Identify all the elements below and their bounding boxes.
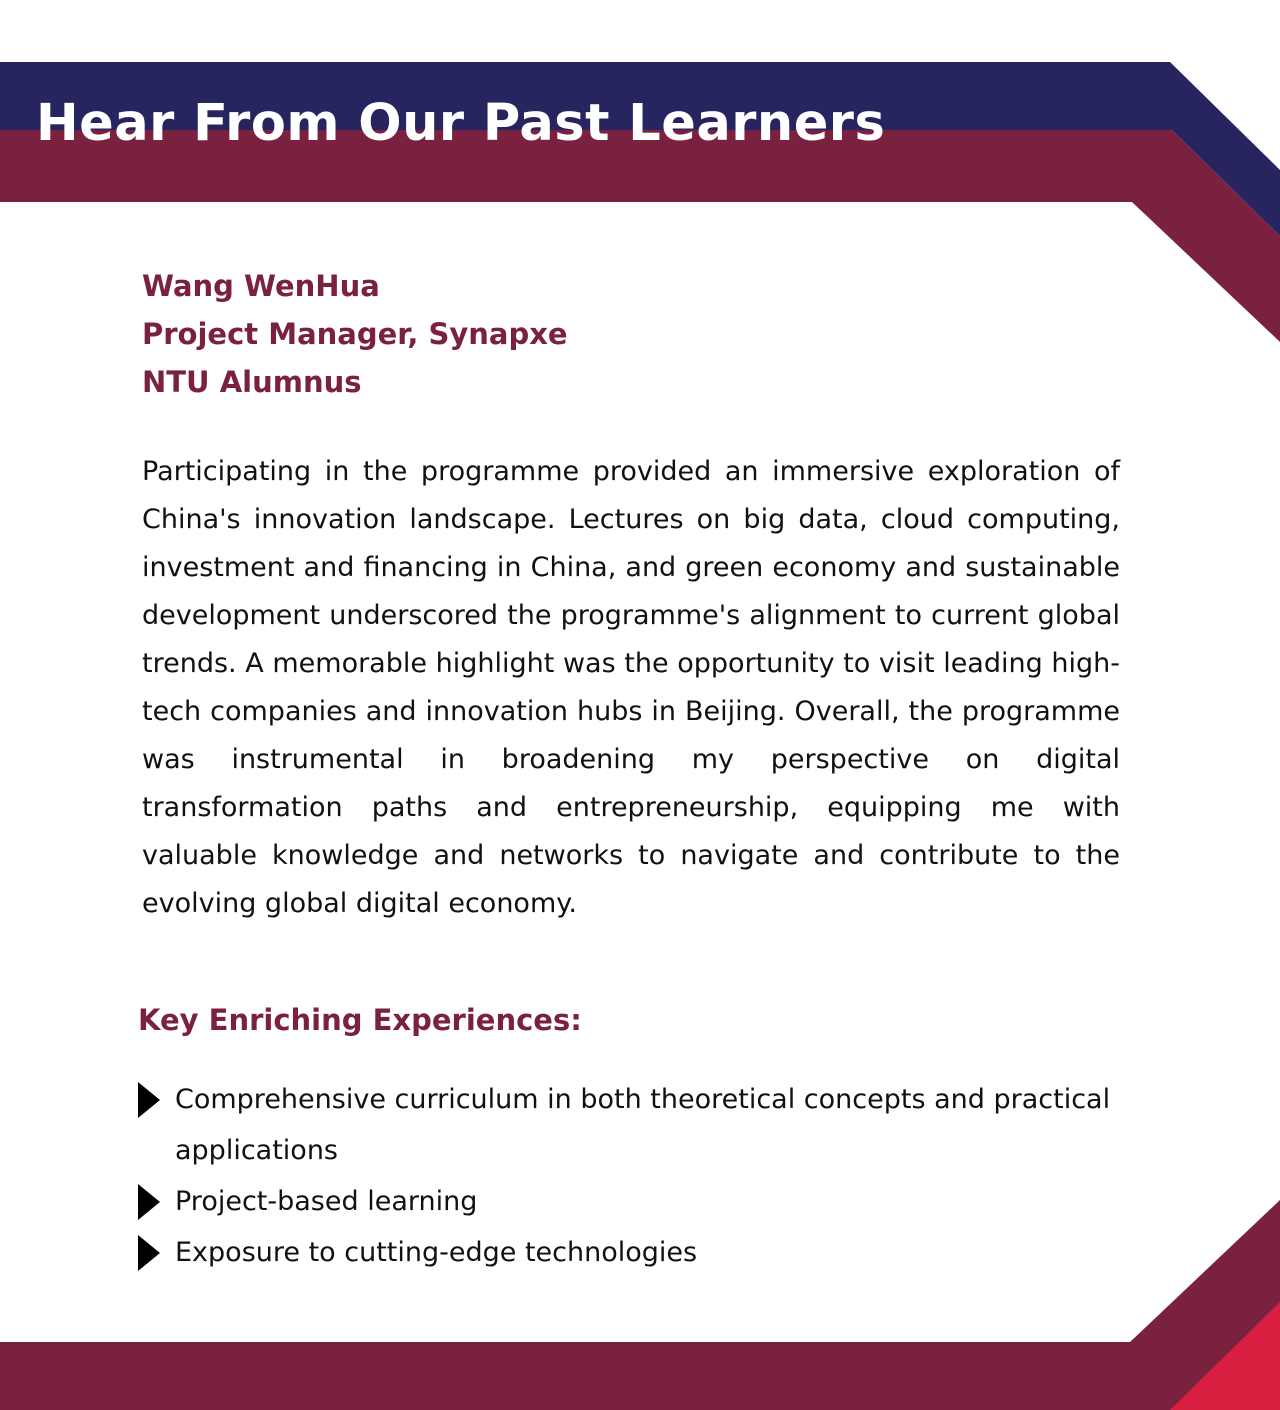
triangle-right-icon — [138, 1184, 160, 1220]
triangle-right-icon — [138, 1235, 160, 1271]
experiences-heading: Key Enriching Experiences: — [138, 1003, 582, 1037]
triangle-right-icon — [138, 1082, 160, 1118]
list-item — [138, 1074, 1128, 1176]
learner-name: Wang WenHua — [142, 269, 380, 303]
list-item — [138, 1227, 1128, 1278]
testimonial-text: Participating in the programme provided an immersive exploration of China's innovation landscape. Lectures on big data, cloud computing, investment and financing in China, and green economy and sustainable development underscored the programme's alignment to current global trends. A memorable highlight was the opportunity to visit leading high-tech companies and innovation hubs in Beijing. Overall, the programme was instrumental in broadening my perspective on digital transformation paths and entrepreneurship, equipping me with valuable knowledge and networks to navigate and contribute to the evolving global digital economy. — [142, 456, 1120, 919]
list-item — [138, 1176, 1128, 1227]
experience-list — [138, 1074, 1128, 1278]
learner-affiliation: NTU Alumnus — [142, 365, 362, 399]
learner-role: Project Manager, Synapxe — [142, 317, 568, 351]
profile-block — [142, 262, 568, 406]
experience-label: Exposure to cutting-edge technologies — [175, 1237, 698, 1268]
experience-label: Project-based learning — [175, 1186, 478, 1217]
page-title: Hear From Our Past Learners — [36, 94, 886, 153]
experience-label: Comprehensive curriculum in both theoretical concepts and practical applications — [175, 1084, 1111, 1166]
